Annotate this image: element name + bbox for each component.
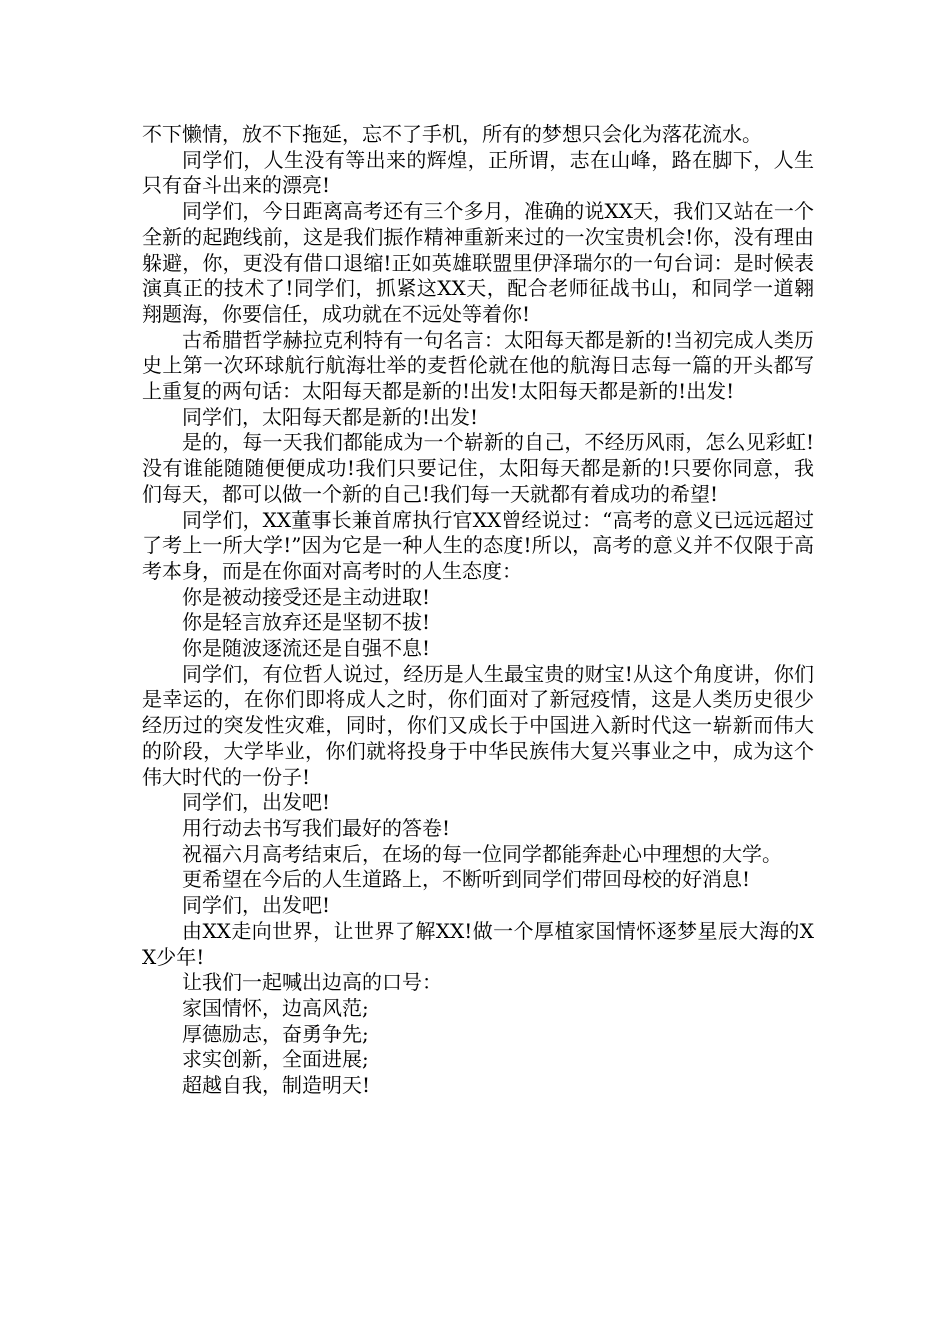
paragraph: 你是轻言放弃还是坚韧不拔! (182, 610, 431, 635)
paragraph: 同学们，出发吧! (182, 893, 331, 918)
paragraph: 祝福六月高考结束后，在场的每一位同学都能奔赴心中理想的大学。 (182, 841, 782, 866)
paragraph: 更希望在今后的人生道路上，不断听到同学们带回母校的好消息! (182, 867, 751, 892)
paragraph: 同学们，有位哲人说过，经历是人生最宝贵的财宝!从这个角度讲，你们是幸运的，在你们即将成人之时，你们面对了新冠疫情，这是人类历史很少经历过的突发性灾难，同时，你们又成长于中国进入新时代这一崭新而伟大的阶段，大学毕业，你们就将投身于中华民族伟大复兴事业之中，成为这个伟大时代的一份子! (142, 661, 814, 789)
paragraph: 同学们，人生没有等出来的辉煌，正所谓，志在山峰，路在脚下，人生只有奋斗出来的漂亮! (142, 147, 814, 198)
document-page (142, 122, 814, 1099)
paragraph: 同学们，太阳每天都是新的!出发! (182, 404, 479, 429)
paragraph: 家国情怀，边高风范; (182, 995, 369, 1020)
paragraph: 同学们，出发吧! (182, 790, 331, 815)
paragraph: 由XX走向世界，让世界了解XX!做一个厚植家国情怀逐梦星辰大海的XX少年! (142, 918, 814, 969)
paragraph: 超越自我，制造明天! (182, 1073, 371, 1098)
paragraph: 让我们一起喊出边高的口号： (182, 970, 442, 995)
paragraph: 用行动去书写我们最好的答卷! (182, 815, 451, 840)
paragraph: 是的，每一天我们都能成为一个崭新的自己，不经历风雨，怎么见彩虹!没有谁能随随便便成功!我们只要记住，太阳每天都是新的!只要你同意，我们每天，都可以做一个新的自己!我们每一天就都有着成功的希望! (142, 430, 814, 506)
paragraph: 同学们，XX董事长兼首席执行官XX曾经说过：“高考的意义已远远超过了考上一所大学!”因为它是一种人生的态度!所以，高考的意义并不仅限于高考本身，而是在你面对高考时的人生态度： (142, 507, 814, 583)
paragraph: 你是随波逐流还是自强不息! (182, 636, 431, 661)
paragraph: 不下懒情，放不下拖延，忘不了手机，所有的梦想只会化为落花流水。 (142, 122, 762, 146)
paragraph: 求实创新，全面进展; (182, 1047, 369, 1072)
paragraph: 你是被动接受还是主动进取! (182, 584, 431, 609)
paragraph: 厚德励志，奋勇争先; (182, 1021, 369, 1046)
paragraph: 古希腊哲学赫拉克利特有一句名言：太阳每天都是新的!当初完成人类历史上第一次环球航行航海壮举的麦哲伦就在他的航海日志每一篇的开头都写上重复的两句话：太阳每天都是新的!出发!太阳每天都是新的!出发! (142, 327, 814, 404)
paragraph: 同学们，今日距离高考还有三个多月，准确的说XX天，我们又站在一个全新的起跑线前，这是我们振作精神重新来过的一次宝贵机会!你，没有理由躲避，你，更没有借口退缩!正如英雄联盟里伊泽瑞尔的一句台词：是时候表演真正的技术了!同学们，抓紧这XX天，配合老师征战书山，和同学一道翱翔题海，你要信任，成功就在不远处等着你! (142, 199, 814, 326)
